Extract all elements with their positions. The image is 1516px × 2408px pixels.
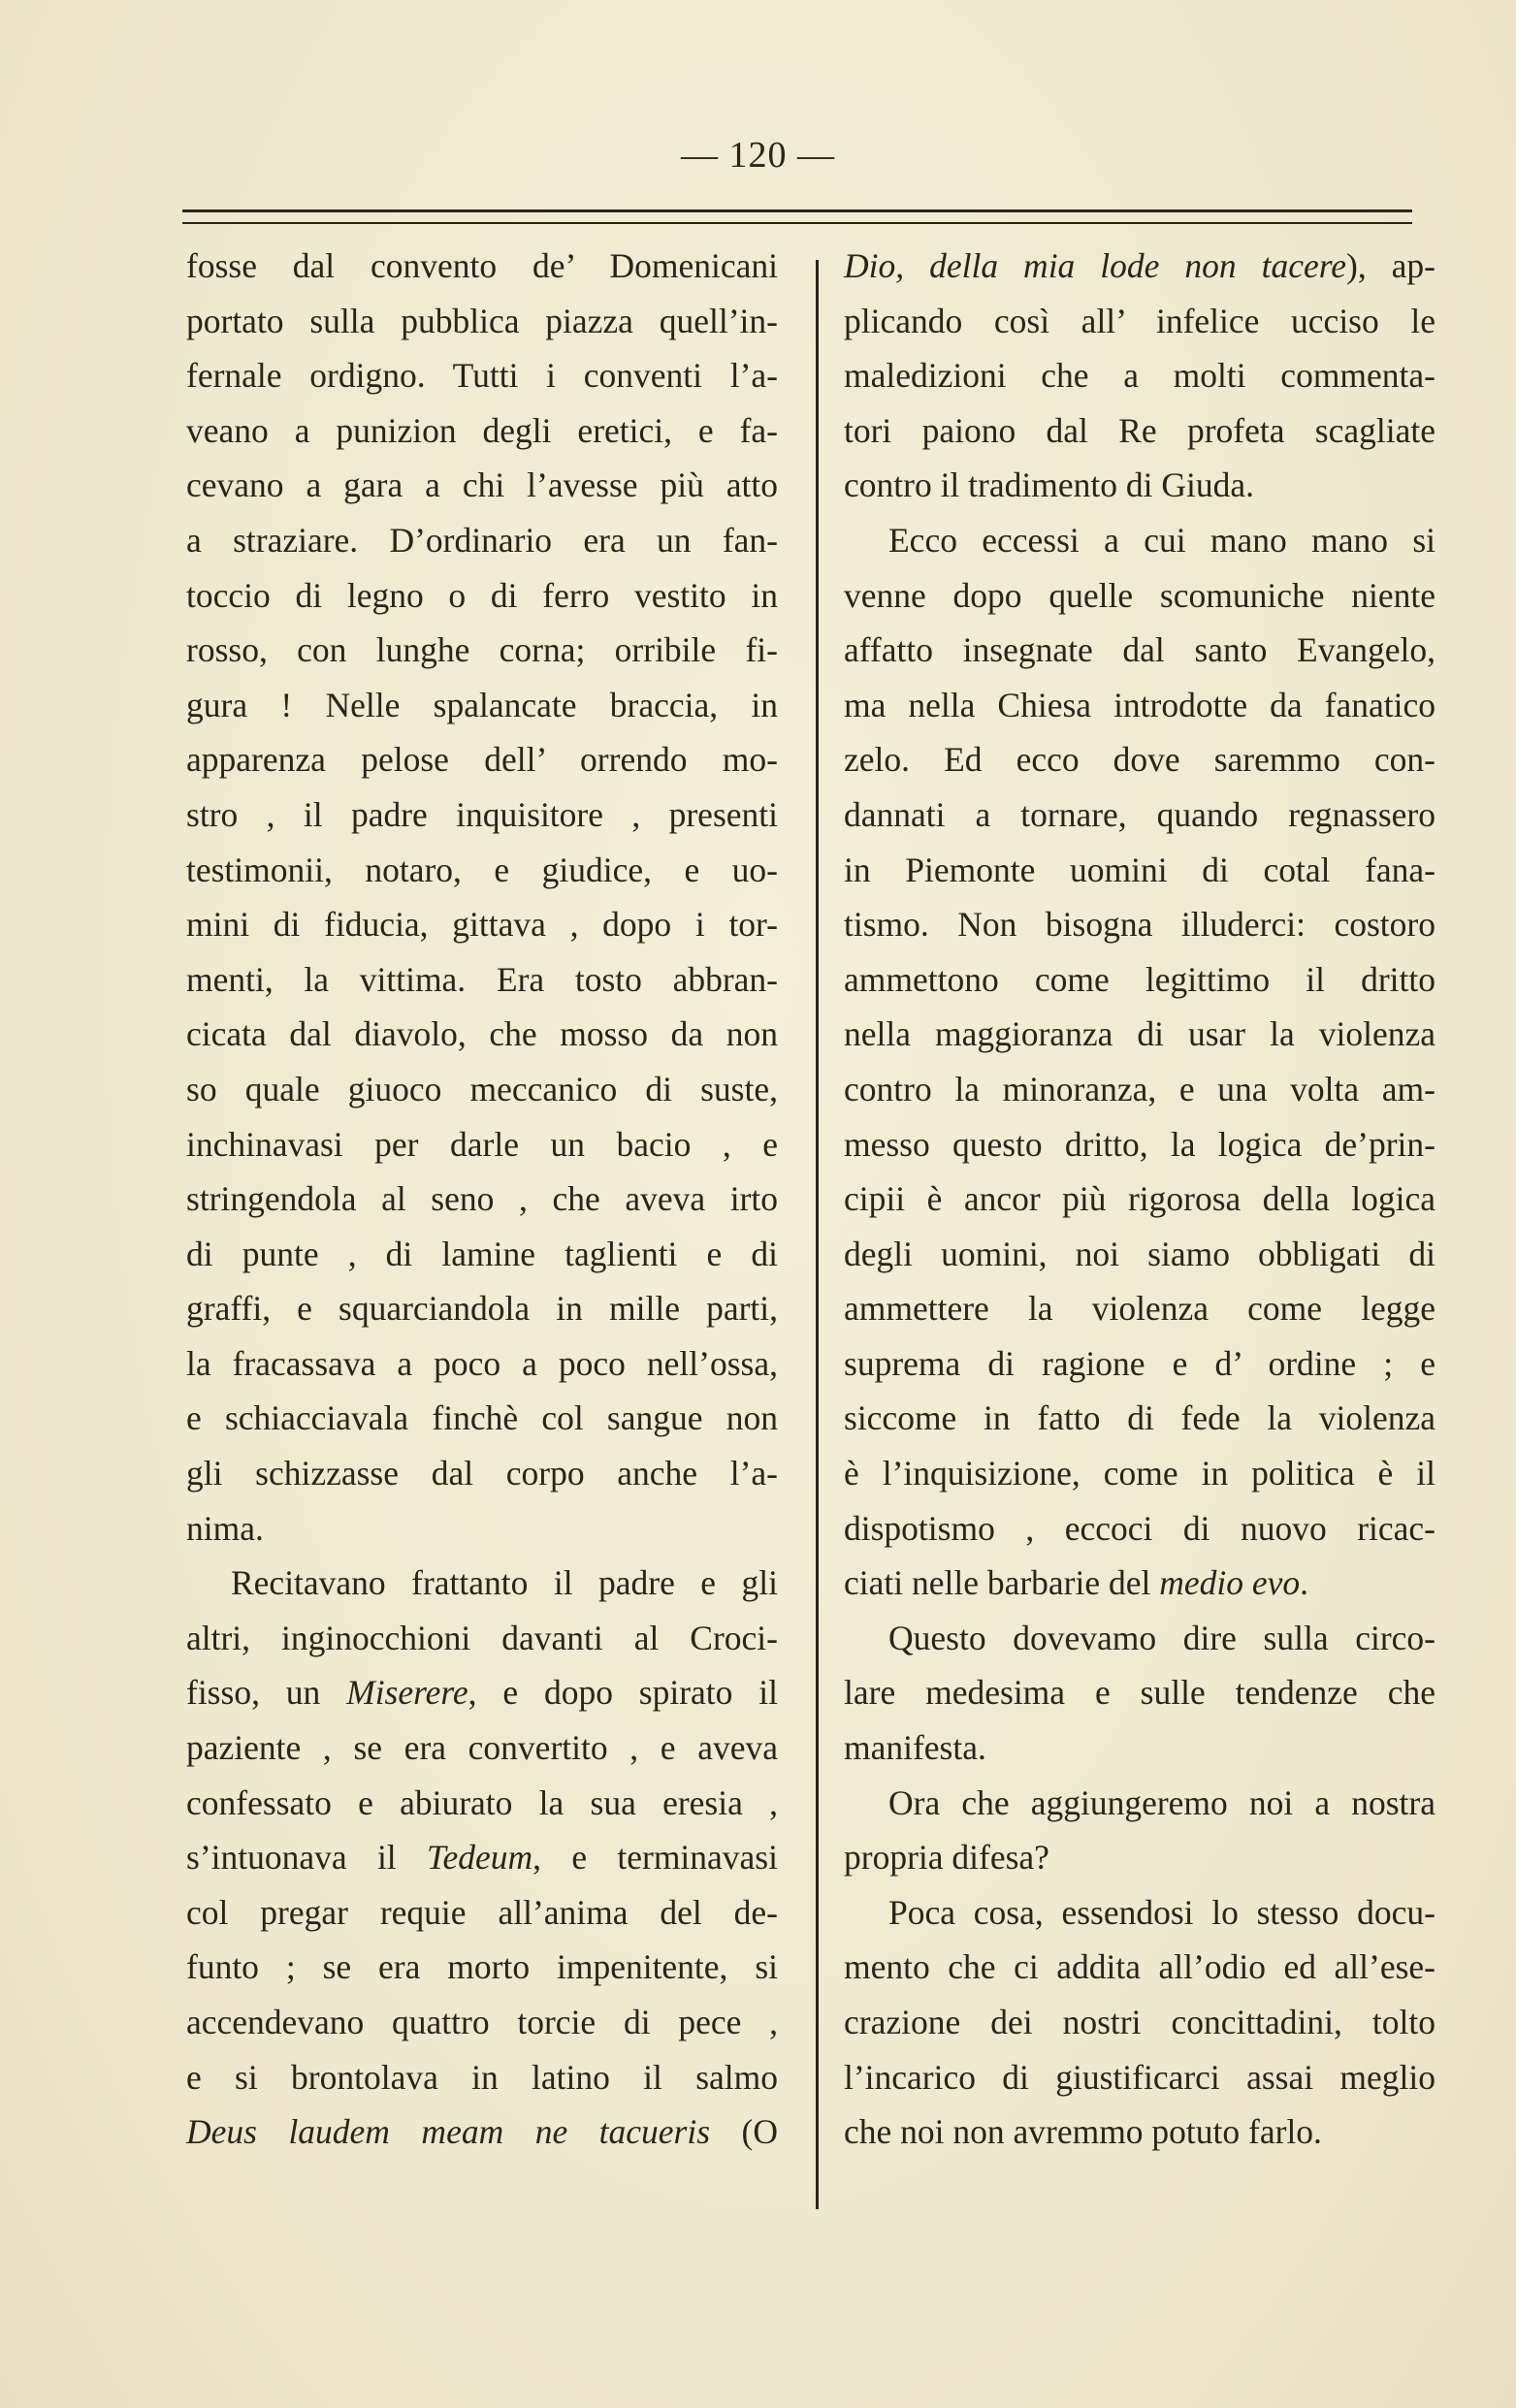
text-line — [186, 2104, 778, 2160]
text-line: stro , il padre inquisitore , presenti — [186, 794, 778, 834]
text-line: tismo. Non bisogna illuderci: costoro — [844, 905, 1435, 945]
text-fragment: , e terminavasi — [532, 1838, 778, 1878]
text-fragment: , e dopo spirato il — [468, 1673, 778, 1713]
text-line: l’incarico di giustificarci assai meglio — [844, 2057, 1435, 2097]
text-line: che noi non avremmo potuto farlo. — [844, 2112, 1322, 2152]
text-line: suprema di ragione e d’ ordine ; e — [844, 1343, 1435, 1383]
text-line: testimonii, notaro, e giudice, e uo- — [186, 850, 778, 889]
text-line: fosse dal convento de’ Domenicani — [186, 246, 778, 285]
text-line: cevano a gara a chi l’avesse più atto — [186, 466, 778, 505]
text-fragment: ciati nelle barbarie del — [844, 1563, 1160, 1603]
text-fragment: . — [1300, 1563, 1309, 1603]
text-line: col pregar requie all’anima del de- — [186, 1892, 778, 1932]
text-line: mento che ci addita all’odio ed all’ese- — [844, 1947, 1435, 1987]
text-line: venne dopo quelle scomuniche niente — [844, 575, 1435, 615]
text-line: Ecco eccessi a cui mano mano si — [888, 520, 1435, 560]
text-line: gli schizzasse dal corpo anche l’a- — [186, 1454, 778, 1493]
text-line: maledizioni che a molti commenta- — [844, 356, 1435, 396]
text-line: toccio di legno o di ferro vestito in — [186, 575, 778, 615]
text-line: di punte , di lamine taglienti e di — [186, 1234, 778, 1273]
text-line: veano a punizion degli eretici, e fa- — [186, 410, 778, 450]
text-line: affatto insegnate dal santo Evangelo, — [844, 630, 1435, 670]
italic-phrase: medio evo — [1159, 1563, 1301, 1603]
text-line: ammettere la violenza come legge — [844, 1289, 1435, 1329]
text-line: e si brontolava in latino il salmo — [186, 2057, 778, 2097]
text-line: zelo. Ed ecco dove saremmo con- — [844, 740, 1435, 780]
left-text-column — [186, 239, 778, 2160]
text-line: la fracassava a poco a poco nell’ossa, — [186, 1343, 778, 1383]
text-line: in Piemonte uomini di cotal fana- — [844, 850, 1435, 889]
right-text-column — [844, 239, 1435, 2160]
text-line: Ora che aggiungeremo noi a nostra — [888, 1782, 1435, 1822]
text-line: so quale giuoco meccanico di suste, — [186, 1069, 778, 1108]
text-line: e schiacciavala finchè col sangue non — [186, 1398, 778, 1438]
text-line: accendevano quattro torcie di pece , — [186, 2003, 778, 2041]
page-number: — 120 — — [681, 135, 835, 176]
text-line: rosso, con lunghe corna; orribile fi- — [186, 630, 778, 670]
text-line: tori paiono dal Re profeta scagliate — [844, 410, 1435, 450]
text-line: plicando così all’ infelice ucciso le — [844, 301, 1435, 340]
text-line: nella maggioranza di usar la violenza — [844, 1014, 1435, 1054]
text-line: dispotismo , eccoci di nuovo ricac- — [844, 1508, 1435, 1548]
italic-phrase: Miserere — [346, 1673, 468, 1713]
text-fragment: s’intuonava il — [186, 1838, 427, 1878]
text-line: portato sulla pubblica piazza quell’in- — [186, 301, 778, 340]
text-line: cicata dal diavolo, che mosso da non — [186, 1014, 778, 1054]
text-line: Questo dovevamo dire sulla circo- — [888, 1618, 1435, 1657]
text-line: nima. — [186, 1508, 264, 1548]
text-line: funto ; se era morto impenitente, si — [186, 1947, 778, 1987]
column-divider — [816, 260, 819, 2209]
text-line: siccome in fatto di fede la violenza — [844, 1398, 1435, 1438]
text-line: è l’inquisizione, come in politica è il — [844, 1454, 1435, 1493]
text-line: contro la minoranza, e una volta am- — [844, 1069, 1435, 1108]
text-line: altri, inginocchioni davanti al Croci- — [186, 1618, 778, 1657]
italic-phrase: Dio, della mia lode non tacere — [844, 246, 1346, 285]
text-line: cipii è ancor più rigorosa della logica — [844, 1179, 1435, 1219]
text-line: dannati a tornare, quando regnassero — [844, 794, 1435, 834]
text-line — [844, 1556, 1435, 1611]
header-double-rule — [182, 209, 1412, 224]
text-line: mini di fiducia, gittava , dopo i tor- — [186, 905, 778, 945]
text-line: degli uomini, noi siamo obbligati di — [844, 1234, 1435, 1273]
text-line: manifesta. — [844, 1728, 986, 1768]
text-line: lare medesima e sulle tendenze che — [844, 1673, 1435, 1713]
text-line: menti, la vittima. Era tosto abbran- — [186, 959, 778, 999]
text-line: ammettono come legittimo il dritto — [844, 959, 1435, 999]
text-line: a straziare. D’ordinario era un fan- — [186, 520, 778, 560]
text-line: Poca cosa, essendosi lo stesso docu- — [888, 1892, 1435, 1932]
text-line: ma nella Chiesa introdotte da fanatico — [844, 685, 1435, 724]
text-line: contro il tradimento di Giuda. — [844, 466, 1254, 505]
text-line: inchinavasi per darle un bacio , e — [186, 1124, 778, 1164]
text-fragment: (O — [710, 2112, 779, 2152]
italic-phrase: Deus laudem meam ne tacueris — [186, 2112, 711, 2152]
text-line: paziente , se era convertito , e aveva — [186, 1728, 778, 1768]
text-line — [186, 1830, 778, 1885]
italic-phrase: Tedeum — [426, 1838, 533, 1878]
text-line: Recitavano frattanto il padre e gli — [231, 1563, 778, 1603]
text-fragment: ), ap- — [1346, 246, 1436, 285]
text-line: apparenza pelose dell’ orrendo mo- — [186, 740, 778, 780]
text-line — [844, 239, 1435, 294]
text-line — [186, 1665, 778, 1720]
text-line: gura ! Nelle spalancate braccia, in — [186, 685, 778, 724]
text-line: fernale ordigno. Tutti i conventi l’a- — [186, 356, 778, 396]
text-line: crazione dei nostri concittadini, tolto — [844, 2003, 1435, 2041]
text-line: graffi, e squarciandola in mille parti, — [186, 1289, 778, 1329]
text-line: messo questo dritto, la logica de’prin- — [844, 1124, 1435, 1164]
text-line: confessato e abiurato la sua eresia , — [186, 1782, 778, 1822]
text-fragment: fisso, un — [186, 1673, 347, 1713]
text-line: stringendola al seno , che aveva irto — [186, 1179, 778, 1219]
text-line: propria difesa? — [844, 1838, 1049, 1878]
